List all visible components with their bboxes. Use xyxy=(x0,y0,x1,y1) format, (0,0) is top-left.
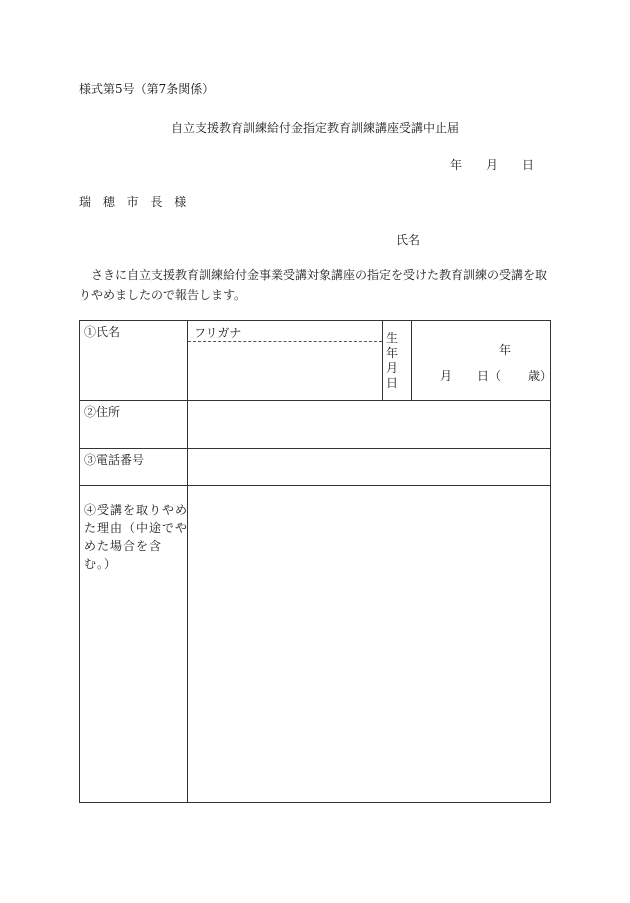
reason-label: ④受講を取りやめた理由（中途でやめた場合を含む。） xyxy=(84,503,189,571)
address-label: ②住所 xyxy=(84,405,121,419)
addressee: 瑞 穂 市 長 様 xyxy=(79,195,191,209)
form-table xyxy=(79,320,551,803)
birth-month-label: 月 xyxy=(440,369,453,383)
birth-label-divider xyxy=(411,321,412,400)
row-divider-name xyxy=(80,400,550,401)
birth-year-label: 年 xyxy=(499,343,512,357)
row-divider-phone xyxy=(80,485,550,486)
name-birth-divider xyxy=(382,321,383,400)
phone-label: ③電話番号 xyxy=(84,453,145,467)
row-divider-address xyxy=(80,448,550,449)
statement-text: さきに自立支援教育訓練給付金事業受講対象講座の指定を受けた教育訓練の受講を取りやめましたので報告します。 xyxy=(79,268,548,302)
form-number: 様式第5号（第7条関係） xyxy=(79,82,215,96)
reason-input[interactable] xyxy=(191,489,546,797)
document-title: 自立支援教育訓練給付金指定教育訓練講座受講中止届 xyxy=(170,121,459,135)
furigana-separator xyxy=(188,341,382,342)
date-day-label: 日 xyxy=(522,158,535,172)
applicant-name-label: 氏名 xyxy=(396,233,421,247)
date-month-label: 月 xyxy=(486,158,499,172)
birth-age-label: 歳） xyxy=(528,369,553,383)
date-year-label: 年 xyxy=(450,158,463,172)
name-label: ①氏名 xyxy=(84,325,121,339)
birthdate-label: 生年月日 xyxy=(385,331,398,390)
phone-input[interactable] xyxy=(191,451,546,481)
furigana-label: フリガナ xyxy=(194,326,242,340)
submission-date xyxy=(450,156,534,173)
birth-day-label: 日（ xyxy=(477,369,502,383)
address-input[interactable] xyxy=(191,403,546,445)
name-input[interactable] xyxy=(191,345,379,397)
